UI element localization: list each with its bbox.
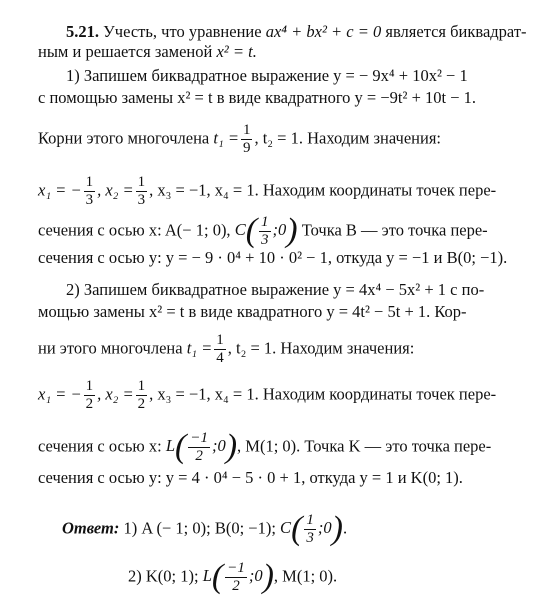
point-c: C( $\frac{1}{3}$ ;0): [234, 212, 298, 250]
problem-equation: ax⁴ + bx² + c = 0: [265, 22, 382, 41]
fraction: $\frac{1}{2}$: [137, 378, 146, 412]
part2-line-4: x₁ = − $\frac{1}{2}$ , x₂ = $\frac{1}{2}$ , x₃ = −1, x₄ = 1. Находим координаты точек пере-: [38, 378, 497, 412]
part1-line-1: 1) Запишем биквадратное выражение y = − 9x⁴ + 10x² − 1: [66, 66, 468, 85]
fraction: $\frac{1}{3}$: [137, 174, 146, 208]
part2-line-5: сечения с осью x: L( $\frac{-1}{2}$ ;0), M(1; 0). Точка K — это точка пере-: [38, 428, 492, 466]
problem-line-2: ным и решается заменой x² = t.: [38, 42, 257, 61]
answer-line-1: Ответ: 1) A (− 1; 0); B(0; −1); C( $\frac{1}{3}$ ;0).: [62, 510, 348, 548]
part2-line-2: мощью замены x² = t в виде квадратного y = 4t² − 5t + 1. Кор-: [38, 302, 467, 321]
part2-line-6: сечения с осью y: y = 4 · 0⁴ − 5 · 0 + 1, откуда y = 1 и K(0; 1).: [38, 468, 463, 487]
problem-header: [66, 22, 527, 42]
part1-line-4: x₁ = − $\frac{1}{3}$ , x₂ = $\frac{1}{3}$ , x₃ = −1, x₄ = 1. Находим координаты точек пере-: [38, 174, 497, 208]
part1-line-2: с помощью замены x² = t в виде квадратного y = −9t² + 10t − 1.: [38, 88, 477, 107]
part2-line-1: 2) Запишем биквадратное выражение y = 4x⁴ − 5x² + 1 с по-: [66, 280, 485, 299]
problem-number: 5.21.: [66, 22, 99, 41]
fraction: $\frac{1}{9}$: [242, 122, 251, 156]
problem-intro-tail: является биквадрат-: [385, 22, 527, 41]
fraction: $\frac{1}{2}$: [85, 378, 94, 412]
point-l: L( $\frac{-1}{2}$ ;0): [165, 428, 238, 466]
part2-line-3: ни этого многочлена t₁ = $\frac{1}{4}$ , t₂ = 1. Находим значения:: [38, 332, 415, 366]
fraction: $\frac{1}{3}$: [85, 174, 94, 208]
answer-label: Ответ:: [62, 518, 120, 538]
problem-intro: Учесть, что уравнение: [103, 22, 262, 41]
answer-line-2: 2) K(0; 1); L( $\frac{-1}{2}$ ;0), M(1; 0).: [128, 558, 338, 596]
part1-line-5: сечения с осью x: A(− 1; 0), C( $\frac{1}{3}$ ;0) Точка B — это точка пере-: [38, 212, 488, 250]
fraction: $\frac{1}{4}$: [216, 332, 224, 366]
part1-line-6: сечения с осью y: y = − 9 · 0⁴ + 10 · 0² − 1, откуда y = −1 и B(0; −1).: [38, 248, 508, 267]
part1-line-3: Корни этого многочлена t₁ = $\frac{1}{9}$ , t₂ = 1. Находим значения:: [38, 122, 442, 156]
